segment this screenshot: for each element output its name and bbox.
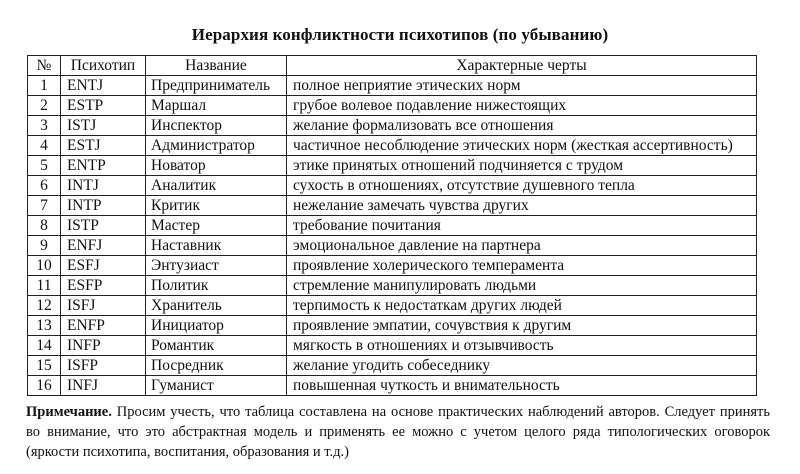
row-name: Посредник — [146, 356, 287, 376]
row-number: 14 — [28, 336, 61, 356]
row-traits: частичное несоблюдение этических норм (жесткая ассертивность) — [287, 136, 757, 156]
table-row — [28, 256, 757, 276]
table-row — [28, 336, 757, 356]
row-name: Критик — [146, 196, 287, 216]
row-psychotype: ENTP — [61, 156, 146, 176]
row-traits: проявление холерического темперамента — [287, 256, 757, 276]
footnote-text: Просим учесть, что таблица составлена на основе практических наблюдений авторов. Следует принять во внимание, что это абстрактная модель и применять ее можно с учетом целого ряда типологических оговорок (яркости психотипа, воспитания, образования и т.д.) — [26, 404, 770, 460]
row-name: Хранитель — [146, 296, 287, 316]
row-number: 1 — [28, 76, 61, 96]
table-row — [28, 376, 757, 396]
footnote-label: Примечание. — [26, 404, 112, 420]
row-number: 10 — [28, 256, 61, 276]
row-name: Гуманист — [146, 376, 287, 396]
row-name: Аналитик — [146, 176, 287, 196]
row-name: Энтузиаст — [146, 256, 287, 276]
row-psychotype: ENFJ — [61, 236, 146, 256]
row-traits: желание формализовать все отношения — [287, 116, 757, 136]
row-traits: терпимость к недостаткам других людей — [287, 296, 757, 316]
psychotype-conflict-table — [27, 55, 757, 396]
row-psychotype: ESFJ — [61, 256, 146, 276]
row-name: Политик — [146, 276, 287, 296]
row-number: 6 — [28, 176, 61, 196]
row-psychotype: INTJ — [61, 176, 146, 196]
table-row — [28, 296, 757, 316]
row-psychotype: ISFJ — [61, 296, 146, 316]
table-row — [28, 196, 757, 216]
row-psychotype: ENTJ — [61, 76, 146, 96]
row-name: Романтик — [146, 336, 287, 356]
row-psychotype: ESFP — [61, 276, 146, 296]
header-number: № — [28, 56, 61, 76]
row-number: 8 — [28, 216, 61, 236]
table-row — [28, 216, 757, 236]
row-name: Предприниматель — [146, 76, 287, 96]
row-psychotype: INTP — [61, 196, 146, 216]
table-row — [28, 96, 757, 116]
row-number: 2 — [28, 96, 61, 116]
row-traits: этике принятых отношений подчиняется с трудом — [287, 156, 757, 176]
row-psychotype: ENFP — [61, 316, 146, 336]
header-psychotype: Психотип — [61, 56, 146, 76]
table-row — [28, 236, 757, 256]
row-psychotype: ESTP — [61, 96, 146, 116]
row-number: 16 — [28, 376, 61, 396]
row-traits: проявление эмпатии, сочувствия к другим — [287, 316, 757, 336]
row-name: Маршал — [146, 96, 287, 116]
row-psychotype: ISTJ — [61, 116, 146, 136]
table-row — [28, 76, 757, 96]
table-row — [28, 116, 757, 136]
row-number: 9 — [28, 236, 61, 256]
table-row — [28, 136, 757, 156]
row-psychotype: ESTJ — [61, 136, 146, 156]
row-traits: грубое волевое подавление нижестоящих — [287, 96, 757, 116]
row-number: 11 — [28, 276, 61, 296]
row-psychotype: INFJ — [61, 376, 146, 396]
document-title: Иерархия конфликтности психотипов (по убыванию) — [191, 25, 609, 44]
row-name: Инспектор — [146, 116, 287, 136]
row-name: Новатор — [146, 156, 287, 176]
row-traits: желание угодить собеседнику — [287, 356, 757, 376]
row-number: 15 — [28, 356, 61, 376]
row-traits: мягкость в отношениях и отзывчивость — [287, 336, 757, 356]
row-name: Мастер — [146, 216, 287, 236]
table-row — [28, 276, 757, 296]
row-name: Администратор — [146, 136, 287, 156]
row-traits: полное неприятие этических норм — [287, 76, 757, 96]
row-traits: повышенная чуткость и внимательность — [287, 376, 757, 396]
row-name: Наставник — [146, 236, 287, 256]
row-psychotype: ISTP — [61, 216, 146, 236]
header-traits: Характерные черты — [287, 56, 757, 76]
row-traits: нежелание замечать чувства других — [287, 196, 757, 216]
table-row — [28, 316, 757, 336]
row-traits: сухость в отношениях, отсутствие душевного тепла — [287, 176, 757, 196]
row-number: 5 — [28, 156, 61, 176]
row-traits: эмоциональное давление на партнера — [287, 236, 757, 256]
row-number: 4 — [28, 136, 61, 156]
footnote — [26, 402, 770, 462]
row-psychotype: ISFP — [61, 356, 146, 376]
row-traits: требование почитания — [287, 216, 757, 236]
row-psychotype: INFP — [61, 336, 146, 356]
table-row — [28, 356, 757, 376]
row-name: Инициатор — [146, 316, 287, 336]
table-header-row — [28, 56, 757, 76]
row-number: 3 — [28, 116, 61, 136]
table-row — [28, 156, 757, 176]
row-number: 12 — [28, 296, 61, 316]
table-row — [28, 176, 757, 196]
row-number: 7 — [28, 196, 61, 216]
row-traits: стремление манипулировать людьми — [287, 276, 757, 296]
row-number: 13 — [28, 316, 61, 336]
header-name: Название — [146, 56, 287, 76]
